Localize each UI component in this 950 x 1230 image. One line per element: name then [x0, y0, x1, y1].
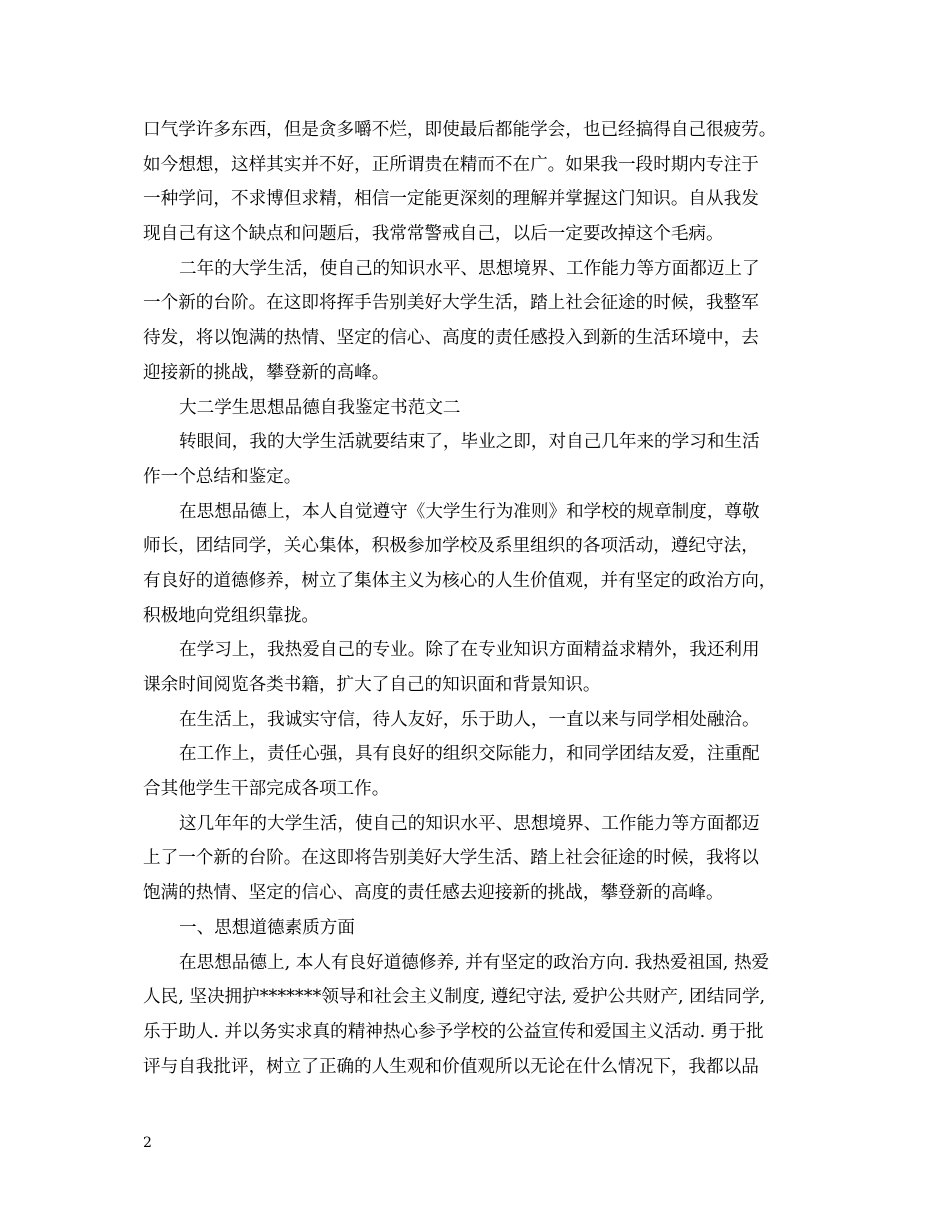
text-line: 上了一个新的台阶。在这即将告别美好大学生活、踏上社会征途的时候，我将以: [143, 848, 759, 869]
section-heading: 大二学生思想品德自我鉴定书范文二: [179, 397, 461, 418]
text-line: 迎接新的挑战，攀登新的高峰。: [143, 362, 390, 383]
text-line: 现自己有这个缺点和问题后，我常常警戒自己，以后一定要改掉这个毛病。: [143, 224, 724, 245]
text-line: 待发，将以饱满的热情、坚定的信心、高度的责任感投入到新的生活环境中，去: [143, 328, 759, 349]
text-line: 人民, 坚决拥护*******领导和社会主义制度, 遵纪守法, 爱护公共财产, 团结同学,: [143, 987, 766, 1008]
text-line: 如今想想，这样其实并不好，正所谓贵在精而不在广。如果我一段时期内专注于: [143, 154, 759, 175]
text-line: 饱满的热情、坚定的信心、高度的责任感去迎接新的挑战，攀登新的高峰。: [143, 883, 724, 904]
text-line: 课余时间阅览各类书籍，扩大了自己的知识面和背景知识。: [143, 675, 601, 695]
paragraph-first-line: 在学习上，我热爱自己的专业。除了在专业知识方面精益求精外，我还利用: [179, 640, 760, 661]
text-line: 合其他学生干部完成各项工作。: [143, 779, 390, 800]
text-line: 作一个总结和鉴定。: [143, 466, 302, 487]
text-line: 口气学许多东西，但是贪多嚼不烂，即使最后都能学会，也已经搞得自己很疲劳。: [143, 120, 777, 140]
paragraph-first-line: 在思想品德上，本人自觉遵守《大学生行为准则》和学校的规章制度，尊敬: [179, 501, 760, 522]
paragraph-first-line: 二年的大学生活，使自己的知识水平、思想境界、工作能力等方面都迈上了: [179, 258, 760, 279]
text-line: 一个新的台阶。在这即将挥手告别美好大学生活，踏上社会征途的时候，我整军: [143, 293, 759, 314]
paragraph-first-line: 在工作上，责任心强，具有良好的组织交际能力，和同学团结友爱，注重配: [179, 744, 760, 765]
text-line: 师长，团结同学，关心集体，积极参加学校及系里组织的各项活动，遵纪守法，: [143, 536, 759, 557]
text-line: 乐于助人. 并以务实求真的精神热心参予学校的公益宣传和爱国主义活动. 勇于批: [143, 1021, 764, 1042]
text-line: 积极地向党组织靠拢。: [143, 605, 319, 626]
body-text: [143, 113, 823, 1084]
paragraph-first-line: 这几年年的大学生活，使自己的知识水平、思想境界、工作能力等方面都迈: [179, 813, 760, 834]
paragraph-first-line: 在生活上，我诚实守信，待人友好，乐于助人，一直以来与同学相处融洽。: [179, 709, 760, 730]
section-heading: 一、思想道德素质方面: [179, 917, 355, 938]
paragraph-first-line: 在思想品德上, 本人有良好道德修养, 并有坚定的政治方向. 我热爱祖国, 热爱: [179, 952, 770, 973]
page-number: 2: [143, 1135, 152, 1151]
paragraph-first-line: 转眼间，我的大学生活就要结束了，毕业之即，对自己几年来的学习和生活: [179, 432, 760, 453]
text-line: 一种学问，不求博但求精，相信一定能更深刻的理解并掌握这门知识。自从我发: [143, 189, 759, 210]
text-line: 评与自我批评，树立了正确的人生观和价值观所以无论在什么情况下，我都以品: [143, 1056, 759, 1077]
text-line: 有良好的道德修养，树立了集体主义为核心的人生价值观，并有坚定的政治方向，: [143, 570, 777, 591]
